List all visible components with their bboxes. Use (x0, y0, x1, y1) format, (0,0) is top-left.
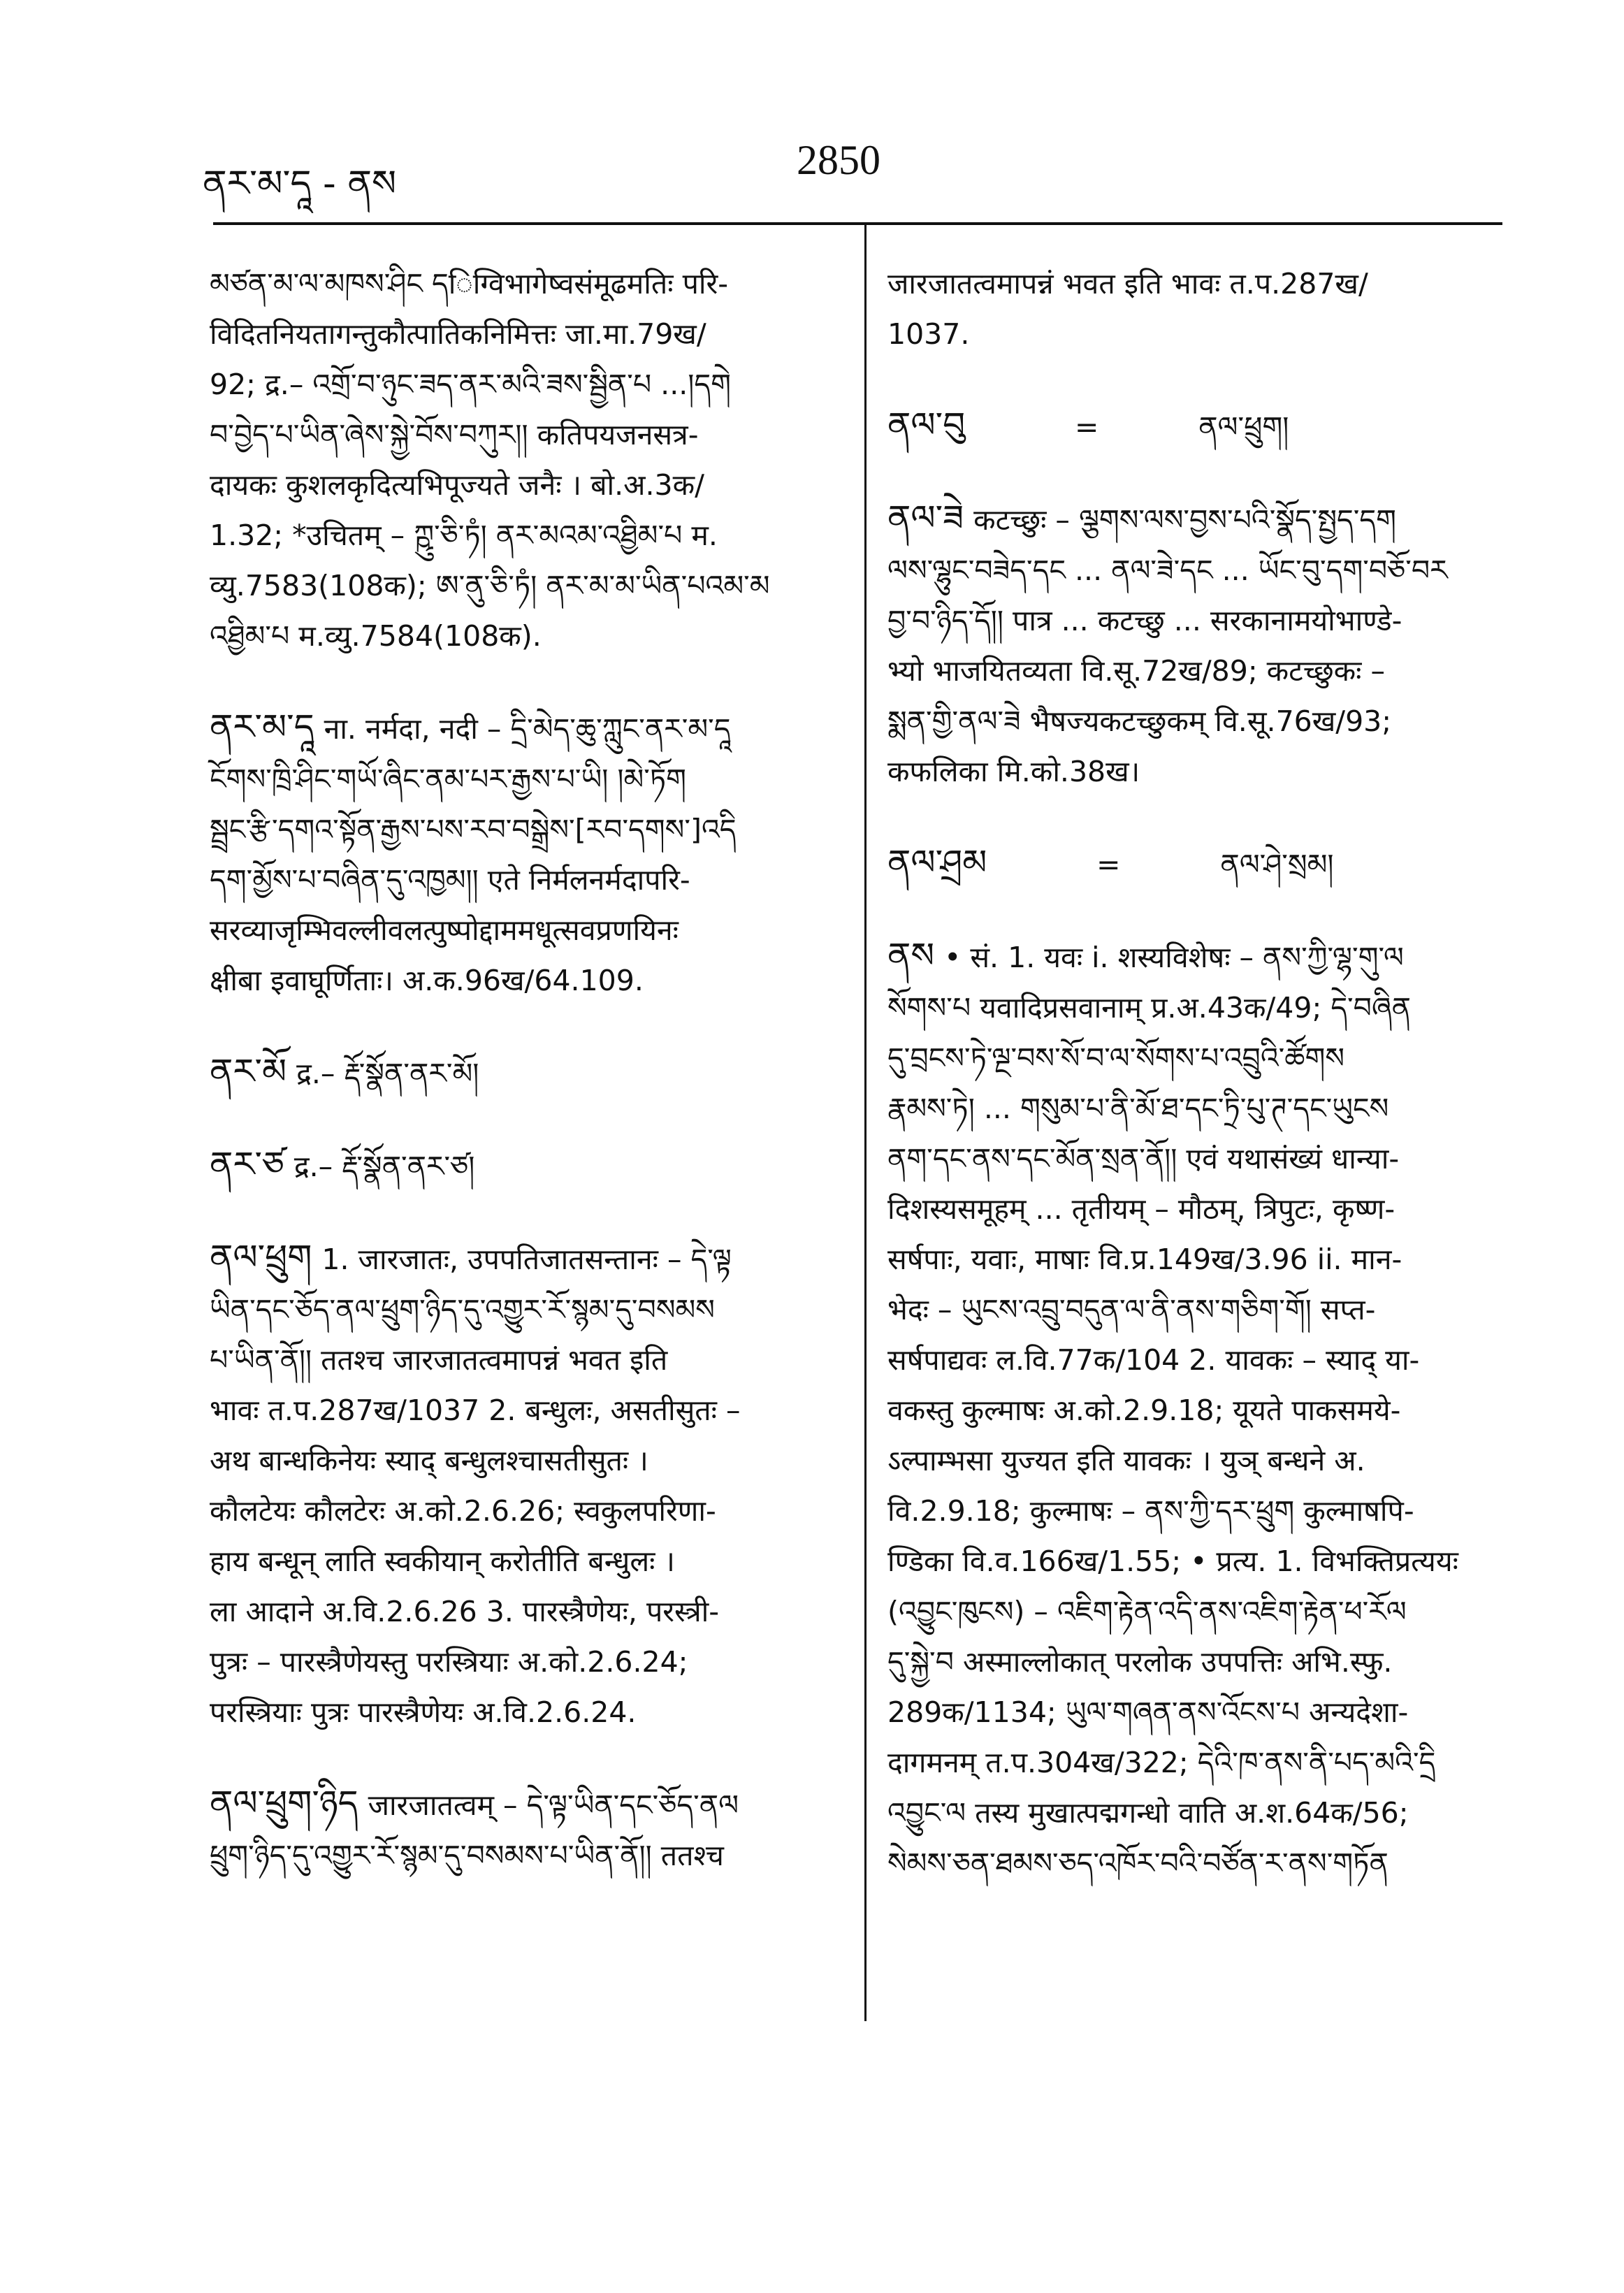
text-line: परस्त्रियाः पुत्रः पारस्त्रैणेयः अ.वि.2.6.24. (210, 1695, 637, 1729)
text-line: 1. जारजातः, उपपतिजातसन्तानः – དེ་ལྟ (321, 1243, 732, 1276)
entry-nalphrug-nyid (210, 1778, 839, 1881)
equals-sign: = (1096, 848, 1121, 881)
page-number: 2850 (797, 137, 880, 183)
text-line: བ་བྱེད་པ་ཡིན་ཞེས་སྐྱེ་བོས་བཀུར།། कतिपयजनसत्र- (210, 418, 699, 451)
headword: ནལ་ཕྲུག་ཉིད (210, 1783, 358, 1823)
text-line: དུ་བྲངས་ཏེ་ལྔ་བས་སོ་བ་ལ་སོགས་པ་འབྲུའི་ཚོགས (887, 1041, 1344, 1075)
text-line: पुत्रः – पारस्त्रैणेयस्तु परस्त्रियाः अ.को.2.6.24; (210, 1645, 688, 1679)
text-line: द्र.– རྡོ་སྣོན་ནར་མོ། (296, 1057, 479, 1090)
entry-nalphrug (210, 1232, 839, 1737)
text-line: क्षीबा इवाघूर्णिताः। अ.क.96ख/64.109. (210, 964, 644, 997)
entry-narmo (210, 1046, 839, 1099)
text-line: विदितनियतागन्तुकौत्पातिकनिमित्तः जा.मा.79ख/ (210, 317, 706, 351)
text-line: भेदः – ཡུངས་འབྲུ་བདུན་ལ་ནི་ནས་གཅིག་གོ། सप्त- (887, 1293, 1376, 1326)
text-line: སེམས་ཅན་ཐམས་ཅད་འཁོར་བའི་བཙོན་ར་ནས་གཏོན (887, 1846, 1389, 1880)
left-column (210, 231, 839, 1921)
text-line: ण्डिका वि.व.166ख/1.55; • प्रत्य. 1. विभक्तिप्रत्ययः (887, 1545, 1458, 1578)
text-line: कफलिका मि.को.38ख। (887, 755, 1140, 788)
entry-continuation-right (887, 259, 1513, 359)
text-line: ངོགས་ཁྲི་ཤིང་གཡོ་ཞིང་ནམ་པར་རྒྱས་པ་ཡི། །མེ་ཏོག (210, 762, 687, 796)
column-divider (864, 225, 867, 2021)
entry-continuation-left (210, 259, 839, 661)
text-line: རྣམས་ཏེ། ... གསུམ་པ་ནི་མོ་ཐ་དང་ཏྲི་པུ་ཊ་དང་ཡུངས (887, 1092, 1389, 1125)
text-line: भावः त.प.287ख/1037 2. बन्धुलः, असतीसुतः – (210, 1394, 741, 1427)
text-line: བྱ་བ་ཉིད་དོ།། पात्र ... कटच्छु ... सरकानामयोभाण्डे- (887, 604, 1402, 637)
text-line: वि.2.9.18; कुल्माषः – ནས་ཀྱི་དར་ཕྲུག कुल्माषपि- (887, 1494, 1414, 1528)
text-line: • सं. 1. यवः i. शस्यविशेषः – ནས་ཀྱི་ལྷ་གུ་ལ (944, 941, 1404, 974)
text-line: དུ་སྐྱེ་བ अस्माल्लोकात् परलोक उपपत्तिः अभि.स्फु. (887, 1645, 1393, 1679)
headword: ནར་མོ (210, 1051, 287, 1092)
text-line: भ्यो भाजयितव्यता वि.सू.72ख/89; कटच्छुकः – (887, 654, 1385, 688)
text-line: ཡིན་དང་ཅོད་ནལ་ཕྲུག་ཉིད་དུ་འགྱུར་རོ་སྙམ་དུ་བསམས (210, 1293, 715, 1326)
cross-reference: ནལ་ཕྲུག། (1198, 410, 1289, 444)
text-line: དག་མྱོས་པ་བཞིན་དུ་འཁྱམ།། एते निर्मलनर्मदापरि- (210, 863, 690, 897)
headword: ནས (887, 935, 935, 976)
text-line: कौलटेयः कौलटेरः अ.को.2.6.26; स्वकुलपरिणा- (210, 1494, 716, 1528)
text-line: པ་ཡིན་ནོ།། ततश्च जारजातत्वमापन्नं भवत इति (210, 1343, 668, 1377)
text-line: ना. नर्मदा, नदी – དྲི་མེད་ཆུ་ཀླུང་ནར་མ་དཱ (324, 712, 731, 746)
entry-nalshrum (887, 837, 1513, 890)
entry-nartsa (210, 1139, 839, 1192)
text-line: ལས་ལྷུང་བཟེད་དང ... ནལ་ཟེ་དང ... ཡོང་བུ་དག་བཅོ་བར (887, 554, 1448, 587)
headword: ནལ་ཕྲུག (210, 1237, 312, 1278)
text-line: दागमनम् त.प.304ख/322; དེའི་ཁ་ནས་ནི་པད་མའི་དྲི (887, 1746, 1436, 1779)
header-rule (213, 222, 1502, 225)
text-line: སྦྲང་རྩི་དགའ་སྟོན་རྒྱས་པས་རབ་བསྒྲེས་[རབ་དགས་]འདི (210, 813, 737, 846)
entry-narmada (210, 702, 839, 1006)
running-head: ནར་མ་དཱ - ནས (203, 163, 397, 205)
page-header (0, 0, 1624, 210)
text-line: दायकः कुशलकृदित्यभिपूज्यते जनैः । बो.अ.3क/ (210, 468, 704, 502)
text-line: अथ बान्धकिनेयः स्याद् बन्धुलश्चासतीसुतः । (210, 1444, 648, 1477)
entry-nas (887, 930, 1513, 1888)
text-line: जारजातत्वम् – དེ་ལྟ་ཡིན་དང་ཅོད་ནལ (368, 1788, 739, 1822)
text-line: 289क/1134; ཡུལ་གཞན་ནས་འོངས་པ अन्यदेशा- (887, 1695, 1409, 1729)
text-line: འཐྱིམ་པ म.व्यु.7584(108क). (210, 619, 542, 653)
right-column (887, 231, 1513, 1929)
text-line: 1037. (887, 317, 970, 351)
text-line: ནག་དང་ནས་དང་མོན་སྲན་ནོ།། एवं यथासंख्यं धान्या- (887, 1142, 1400, 1176)
text-line: व्यु.7583(108क); ཨ་ནུ་ཅི་ཏཾ། ནར་མ་མ་ཡིན་པའམ་མ (210, 569, 770, 602)
cross-reference: ནལ་ཤེ་སྲམ། (1220, 848, 1334, 881)
headword: ནལ་ཟེ (887, 498, 964, 538)
text-line: सरव्याजृम्भिवल्लीवलत्पुष्पोद्दाममधूत्सवप्रणयिनः (210, 913, 679, 947)
text-line: འབྱུང་ལ तस्य मुखात्पद्मगन्धो वाति अ.श.64क/56; (887, 1796, 1409, 1830)
headword: ནར་མ་དཱ (210, 707, 314, 747)
entry-nalbze (887, 493, 1513, 797)
text-line: ला आदाने अ.वि.2.6.26 3. पारस्त्रैणेयः, परस्त्री- (210, 1595, 720, 1628)
text-line: སོགས་པ यवादिप्रसवानाम् प्र.अ.43क/49; དེ་བཞིན (887, 991, 1411, 1025)
equals-sign: = (1075, 410, 1099, 444)
text-line: མཙན་མ་ལ་མཁས་ཤིང དिग्विभागेष्वसंमूढमतिः परि- (210, 267, 729, 301)
headword: ནར་ཙ (210, 1144, 284, 1185)
headword: ནལ་བུ (887, 405, 966, 445)
text-line: द्र.– རྡོ་སྣོན་ནར་ཙ། (293, 1150, 475, 1183)
text-line: वकस्तु कुल्माषः अ.को.2.9.18; यूयते पाकसमये- (887, 1394, 1401, 1427)
text-line: ཕྲུག་ཉིད་དུ་འགྱུར་རོ་སྙམ་དུ་བསམས་པ་ཡིན་ནོ།། ततश्च (210, 1839, 724, 1872)
text-line: कटच्छुः – ལྕགས་ལས་བྱས་པའི་སྣོད་སྤྱད་དག (973, 503, 1396, 537)
text-line: सर्षपाः, यवाः, माषाः वि.प्र.149ख/3.96 ii. मान- (887, 1243, 1402, 1276)
text-line: जारजातत्वमापन्नं भवत इति भावः त.प.287ख/ (887, 267, 1368, 301)
headword: ནལ་ཤྲམ (887, 842, 987, 883)
text-line: हाय बन्धून् लाति स्वकीयान् करोतीति बन्धुलः । (210, 1545, 675, 1578)
text-line: ऽल्पाम्भसा युज्यत इति यावकः । युञ् बन्धने अ. (887, 1444, 1365, 1477)
entry-nalbu (887, 400, 1513, 452)
text-line: སྨན་གྱི་ནལ་ཟེ भैषज्यकटच्छुकम् वि.सू.76ख/93; (887, 704, 1392, 738)
text-line: (འབྱུང་ཁུངས) – འཇིག་རྟེན་འདི་ནས་འཇིག་རྟེན་ཕ་རོལ (887, 1595, 1407, 1628)
text-line: सर्षपाद्यवः ल.वि.77क/104 2. यावकः – स्याद् या- (887, 1343, 1420, 1377)
text-line: दिशस्यसमूहम् ... तृतीयम् – मौठम्, त्रिपुटः, कृष्ण- (887, 1192, 1395, 1226)
text-line: 1.32; *उचितम् – ཀྵུ་ཅི་ཏཾ། ནར་མའམ་འཐྱིམ་པ म. (210, 519, 718, 552)
text-line: 92; द्र.– འགྲོ་བ་ཉུང་ཟད་ནར་མའི་ཟས་སྦྱིན་པ ...།དགེ (210, 368, 731, 401)
